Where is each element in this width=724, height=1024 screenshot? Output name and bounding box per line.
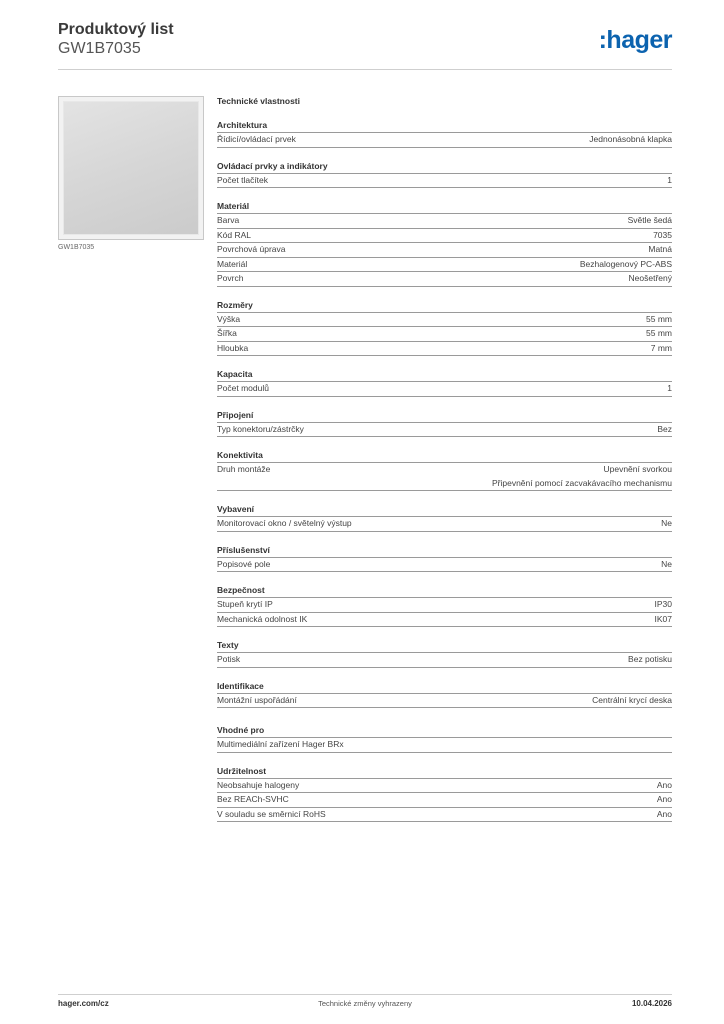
spec-section — [217, 504, 672, 532]
spec-row — [217, 382, 672, 397]
spec-row — [217, 214, 672, 229]
spec-label: Hloubka — [217, 342, 249, 353]
section-title: Příslušenství — [217, 545, 672, 558]
spec-section — [217, 766, 672, 823]
spec-label: Povrch — [217, 273, 244, 283]
spec-value — [661, 517, 672, 531]
spec-row — [217, 558, 672, 573]
spec-value — [667, 382, 672, 396]
spec-row — [217, 793, 672, 808]
spec-value — [589, 133, 672, 147]
section-title: Bezpečnost — [217, 585, 672, 598]
spec-value — [648, 243, 672, 257]
spec-value-line: IK07 — [654, 613, 672, 624]
section-title: Udržitelnost — [217, 766, 672, 779]
spec-section — [217, 300, 672, 357]
section-title: Ovládací prvky a indikátory — [217, 161, 672, 174]
spec-row — [217, 808, 672, 823]
spec-value — [629, 272, 672, 286]
spec-row — [217, 463, 672, 491]
spec-row — [217, 313, 672, 328]
spec-section — [217, 201, 672, 287]
spec-row — [217, 327, 672, 342]
spec-value — [492, 463, 672, 490]
spec-value — [646, 327, 672, 341]
spec-value — [653, 229, 672, 243]
spec-value — [580, 258, 672, 272]
spec-value — [628, 214, 672, 228]
spec-row — [217, 229, 672, 244]
spec-value-line: Neošetřený — [628, 273, 672, 283]
spec-value-line: Centrální krycí deska — [592, 694, 672, 705]
spec-section — [217, 585, 672, 627]
section-title: Texty — [217, 640, 672, 653]
spec-row — [217, 779, 672, 794]
spec-label: Výška — [217, 313, 241, 324]
spec-value-line: Matná — [648, 244, 672, 254]
spec-row — [217, 272, 672, 287]
spec-row — [217, 694, 672, 709]
footer-website[interactable]: hager.com/cz — [58, 999, 109, 1008]
spec-value — [655, 598, 673, 612]
spec-label: Multimediální zařízení Hager BRx — [217, 739, 344, 749]
spec-section — [217, 545, 672, 573]
spec-row — [217, 613, 672, 628]
spec-value-line: 1 — [667, 174, 672, 185]
footer-disclaimer: Technické změny vyhrazeny — [318, 999, 412, 1008]
section-title: Rozměry — [217, 300, 672, 313]
spec-section — [217, 640, 672, 668]
section-title: Materiál — [217, 201, 672, 214]
spec-value — [657, 793, 672, 807]
section-title: Kapacita — [217, 369, 672, 382]
spec-label: Šířka — [217, 328, 237, 338]
section-title: Konektivita — [217, 450, 672, 463]
spec-value-line: Připevnění pomocí zacvakávacího mechanismu — [491, 477, 672, 488]
spec-label: Stupeň krytí IP — [217, 599, 273, 609]
spec-value-line: 7 mm — [650, 342, 672, 353]
spec-value — [646, 313, 672, 327]
spec-section — [217, 725, 672, 753]
spec-value-line: Bezhalogenový PC-ABS — [579, 258, 672, 269]
spec-value-line: IP30 — [654, 599, 672, 609]
spec-label: V souladu se směrnicí RoHS — [217, 808, 326, 819]
spec-label: Kód RAL — [217, 229, 252, 240]
section-title: Architektura — [217, 120, 672, 133]
spec-row — [217, 653, 672, 668]
spec-section — [217, 120, 672, 148]
specs-heading: Technické vlastnosti — [217, 96, 300, 106]
spec-section — [217, 161, 672, 189]
spec-value — [655, 613, 673, 627]
spec-label: Potisk — [217, 654, 241, 664]
spec-value — [651, 342, 672, 356]
spec-row — [217, 738, 672, 753]
spec-value-line: 7035 — [653, 229, 672, 240]
hager-logo: :hager — [598, 26, 672, 54]
page-footer — [58, 994, 672, 1014]
technical-specs — [217, 96, 672, 835]
spec-value — [592, 694, 672, 708]
section-title: Připojení — [217, 410, 672, 423]
spec-label: Monitorovací okno / světelný výstup — [217, 518, 352, 528]
spec-section — [217, 450, 672, 491]
spec-label: Počet tlačítek — [217, 174, 269, 185]
spec-label: Neobsahuje halogeny — [217, 779, 300, 790]
spec-value-line: Bez potisku — [628, 654, 672, 664]
spec-label: Povrchová úprava — [217, 244, 286, 254]
spec-value-line: 1 — [667, 383, 672, 393]
spec-label: Řídicí/ovládací prvek — [217, 134, 296, 144]
spec-value-line: Ne — [661, 558, 672, 569]
spec-value-line: Světle šedá — [627, 215, 672, 225]
footer-date: 10.04.2026 — [631, 999, 672, 1008]
spec-label: Počet modulů — [217, 383, 269, 393]
spec-value — [628, 653, 672, 667]
spec-row — [217, 243, 672, 258]
spec-value — [667, 174, 672, 188]
spec-value-line: Ano — [656, 808, 672, 819]
spec-section — [217, 681, 672, 709]
spec-section — [217, 369, 672, 397]
spec-row — [217, 342, 672, 357]
document-title: Produktový list — [58, 21, 174, 38]
spec-value-line: Jednonásobná klapka — [589, 134, 672, 144]
product-image-caption: GW1B7035 — [58, 244, 95, 251]
spec-value-line: Bez — [657, 423, 672, 434]
spec-row — [217, 174, 672, 189]
spec-row — [217, 517, 672, 532]
spec-row — [217, 133, 672, 148]
spec-label: Materiál — [217, 258, 248, 269]
product-code: GW1B7035 — [58, 40, 141, 57]
spec-label: Typ konektoru/zástrčky — [217, 423, 304, 434]
section-title: Vybavení — [217, 504, 672, 517]
spec-label: Barva — [217, 215, 240, 225]
spec-label: Bez REACh-SVHC — [217, 794, 289, 804]
spec-value — [657, 808, 672, 822]
spec-row — [217, 258, 672, 273]
spec-value-line: Ano — [656, 779, 672, 790]
section-title: Identifikace — [217, 681, 672, 694]
spec-value — [657, 423, 672, 437]
page-header — [58, 20, 672, 70]
spec-value-line: Ano — [656, 794, 672, 804]
spec-label: Montážní uspořádání — [217, 694, 297, 705]
spec-value — [661, 558, 672, 572]
spec-value-line: Upevnění svorkou — [603, 464, 672, 474]
spec-label: Popisové pole — [217, 558, 271, 569]
section-title: Vhodné pro — [217, 725, 672, 738]
spec-label: Druh montáže — [217, 464, 271, 474]
spec-row — [217, 423, 672, 438]
spec-value-line: 55 mm — [646, 328, 672, 338]
product-image — [58, 96, 204, 240]
spec-section — [217, 410, 672, 438]
spec-value — [657, 779, 672, 793]
spec-value-line: 55 mm — [646, 313, 672, 324]
spec-label: Mechanická odolnost IK — [217, 613, 308, 624]
spec-row — [217, 598, 672, 613]
spec-value-line: Ne — [661, 518, 672, 528]
